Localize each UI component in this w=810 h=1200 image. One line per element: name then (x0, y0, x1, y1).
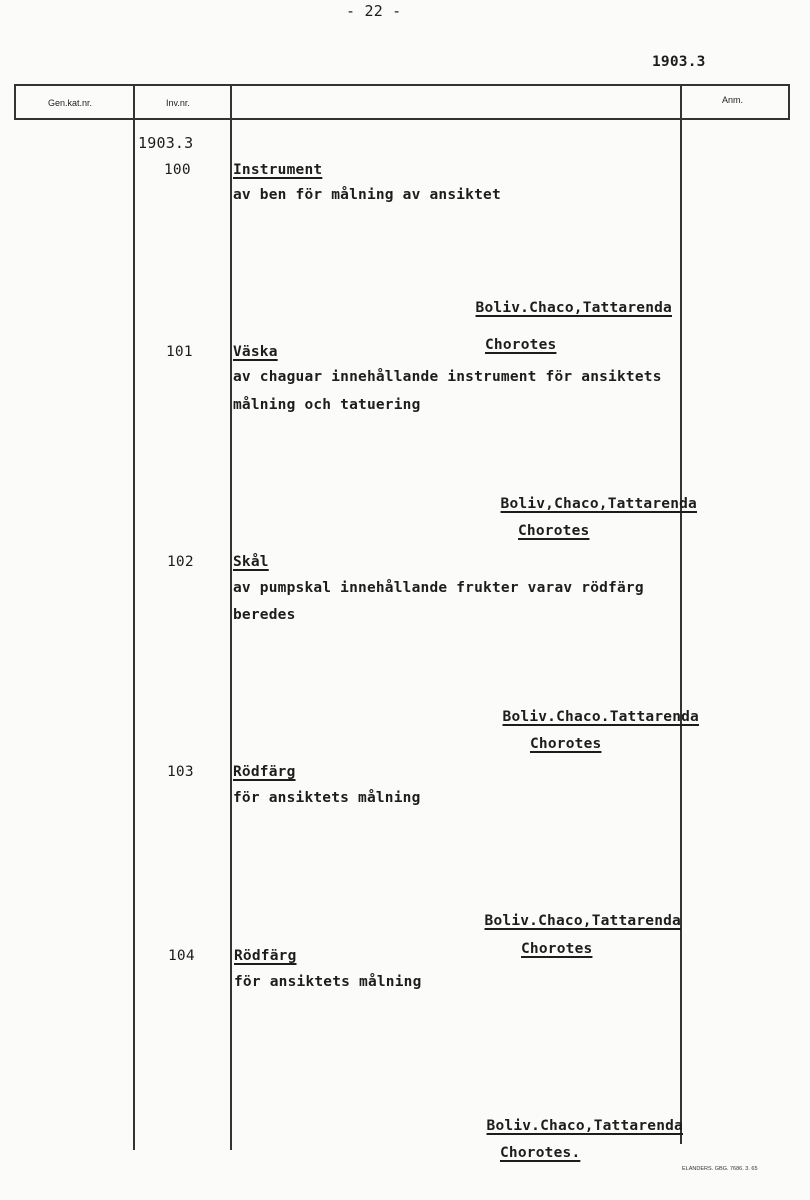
column-divider-gen-inv (133, 84, 135, 1150)
entry-number: 103 (167, 764, 194, 780)
column-header-anm: Anm. (722, 95, 744, 105)
column-header-inv: Inv.nr. (166, 98, 190, 108)
entry-description-line: målning och tatuering (233, 397, 421, 413)
entry-locality: Boliv.Chaco,Tattarenda (484, 913, 681, 929)
table-top-rule (14, 84, 789, 86)
entry-description-line: beredes (233, 607, 296, 623)
entry-title: Rödfärg (233, 764, 296, 780)
entry-description-line: för ansiktets målning (233, 790, 421, 806)
column-header-gen-kat: Gen.kat.nr. (48, 98, 93, 108)
entry-title: Skål (233, 554, 269, 570)
column-divider-inv-desc (230, 84, 232, 1150)
column-divider-right-edge (788, 84, 790, 120)
entry-description-line: av chaguar innehållande instrument för ansiktets (233, 369, 662, 385)
entry-number: 100 (164, 162, 191, 178)
entry-number: 101 (166, 344, 193, 360)
entry-people: Chorotes. (500, 1145, 581, 1161)
printer-imprint: ELANDERS. GBG. 7686. 3. 65 (682, 1166, 758, 1172)
entry-number: 104 (168, 948, 195, 964)
entry-description-line: för ansiktets målning (234, 974, 422, 990)
entry-people: Chorotes (518, 523, 590, 539)
column-divider-desc-anm (680, 84, 682, 1144)
entry-number: 102 (167, 554, 194, 570)
entry-description-line: av pumpskal innehållande frukter varav rödfärg (233, 580, 644, 596)
entry-people: Chorotes (521, 941, 593, 957)
entry-locality: Boliv.Chaco,Tattarenda (475, 300, 672, 316)
entry-locality: Boliv.Chaco,Tattarenda (486, 1118, 683, 1134)
entry-title: Väska (233, 344, 278, 360)
section-label: 1903.3 (138, 134, 194, 152)
entry-title: Instrument (233, 162, 323, 178)
column-divider-left-edge (14, 84, 16, 120)
entry-people: Chorotes (485, 337, 557, 353)
entry-people: Chorotes (530, 736, 602, 752)
page-number: - 22 - (346, 2, 402, 20)
entry-title: Rödfärg (234, 948, 297, 964)
entry-locality: Boliv,Chaco,Tattarenda (500, 496, 697, 512)
table-header-rule (14, 118, 789, 120)
entry-description-line: av ben för målning av ansiktet (233, 187, 501, 203)
entry-locality: Boliv.Chaco.Tattarenda (502, 709, 699, 725)
header-reference: 1903.3 (652, 54, 706, 70)
